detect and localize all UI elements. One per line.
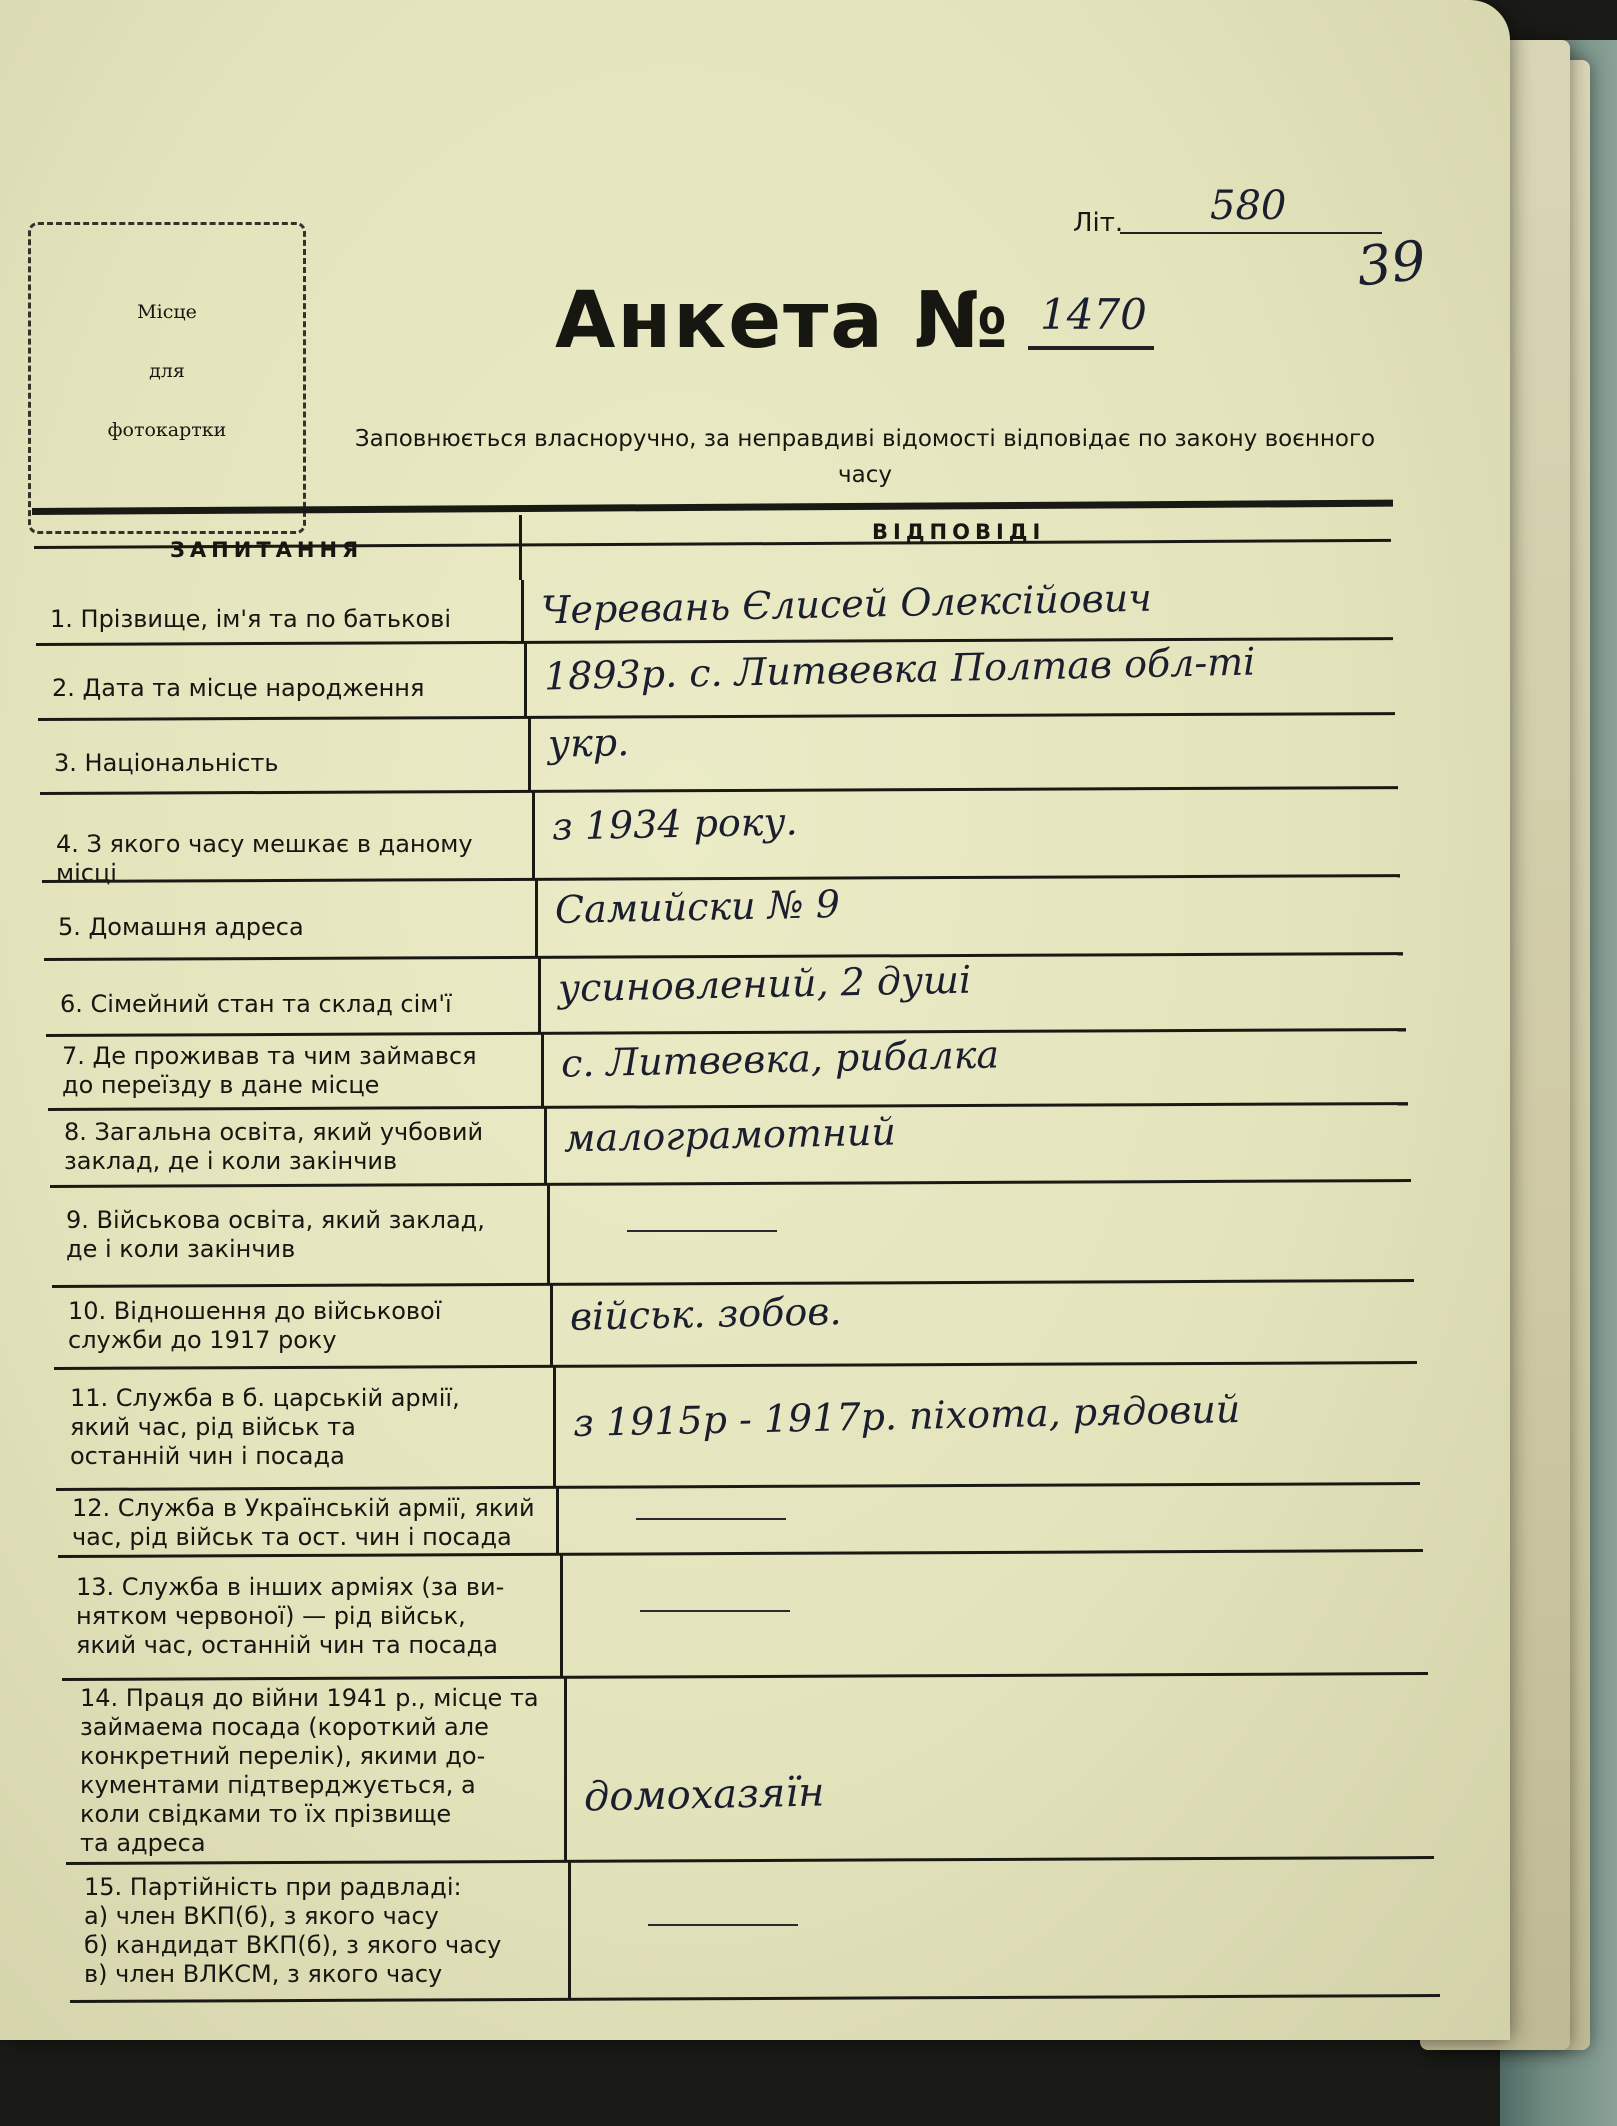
- answer-8: малограмотний: [563, 1109, 897, 1160]
- question-6: 6. Сімейний стан та склад сім'ї: [60, 989, 452, 1018]
- column-header-questions: ЗАПИТАННЯ: [170, 538, 364, 562]
- column-header-answers: ВІДПОВІДІ: [872, 520, 1046, 544]
- answer-6: усиновлений, 2 душі: [557, 957, 972, 1011]
- form-number: 1470: [1040, 290, 1147, 339]
- row-separator-11: [56, 1482, 1420, 1491]
- question-1: 1. Прізвище, ім'я та по батькові: [50, 605, 451, 633]
- question-4: 4. З якого часу мешкає в даному місці: [56, 829, 473, 887]
- row-separator-9: [52, 1279, 1414, 1288]
- answer-2: 1893р. с. Литвевка Полтав обл-ті: [543, 639, 1256, 698]
- answer-13-dash: [640, 1610, 790, 1612]
- column-divider-9: [547, 1185, 550, 1285]
- column-divider-2: [524, 643, 527, 718]
- column-divider-15: [568, 1862, 571, 2000]
- question-15: 15. Партійність при радвладі: а) член ВКП(б), з якого часу б) кандидат ВКП(б), з якого часу в) член ВЛКСМ, з якого часу: [84, 1873, 502, 1988]
- row-separator-2: [38, 712, 1395, 721]
- row-separator-6: [46, 1028, 1406, 1037]
- row-separator-7: [48, 1102, 1408, 1111]
- question-3: 3. Національність: [54, 748, 279, 777]
- column-divider-7: [541, 1034, 544, 1108]
- form-number-underline: [1028, 346, 1154, 350]
- header-column-divider: [519, 515, 522, 580]
- row-separator-13: [62, 1672, 1428, 1681]
- photo-label-line-3: фотокартки: [107, 419, 227, 441]
- answer-3: укр.: [547, 720, 630, 766]
- photo-label-line-2: для: [149, 360, 185, 382]
- answer-9-dash: [627, 1230, 777, 1232]
- column-divider-8: [544, 1108, 547, 1185]
- question-10: 10. Відношення до військової служби до 1917 року: [68, 1297, 442, 1354]
- column-divider-14: [564, 1678, 567, 1862]
- answer-4: з 1934 року.: [551, 799, 799, 849]
- row-separator-5: [44, 952, 1403, 961]
- column-divider-1: [521, 580, 524, 643]
- answer-1: Черевань Єлисей Олексійович: [540, 575, 1153, 633]
- question-13: 13. Служба в інших арміях (за ви- нятком червоної) — рід військ, який час, останній чин та посада: [76, 1573, 505, 1659]
- row-separator-15: [70, 1994, 1440, 2003]
- column-divider-11: [553, 1367, 556, 1488]
- question-2: 2. Дата та місце народження: [52, 674, 425, 702]
- row-separator-10: [54, 1361, 1417, 1370]
- page-number: 39: [1353, 228, 1429, 299]
- column-divider-13: [560, 1555, 563, 1678]
- column-divider-10: [550, 1285, 553, 1367]
- question-11: 11. Служба в б. царській армії, який час, рід військ та останній чин і посада: [70, 1384, 460, 1470]
- answer-11: з 1915р - 1917р. пiхота, рядовий: [572, 1386, 1241, 1445]
- question-8: 8. Загальна освіта, який учбовий заклад, де і коли закінчив: [64, 1117, 484, 1175]
- column-divider-4: [532, 792, 535, 880]
- lit-underline: [1120, 232, 1382, 234]
- photo-placeholder: [28, 222, 306, 534]
- lit-value: 580: [1210, 183, 1287, 229]
- column-divider-3: [528, 718, 531, 792]
- answer-10: військ. зобов.: [569, 1289, 842, 1339]
- answer-5: Самийски № 9: [554, 882, 841, 932]
- column-divider-5: [535, 880, 538, 958]
- lit-label: Літ.: [1073, 208, 1124, 238]
- question-9: 9. Військова освіта, який заклад, де і коли закінчив: [66, 1206, 485, 1263]
- photo-label-line-1: Місце: [137, 301, 197, 323]
- answer-15-dash: [648, 1924, 798, 1926]
- question-7: 7. Де проживав та чим займався до переїзду в дане місце: [62, 1042, 477, 1099]
- form-subtitle: Заповнюється власноручно, за неправдиві відомості відповідає по закону воєнного часу: [354, 426, 1376, 488]
- answer-7: с. Литвевка, рибалка: [560, 1032, 1000, 1086]
- question-5: 5. Домашня адреса: [58, 912, 304, 941]
- column-divider-12: [556, 1488, 559, 1555]
- column-divider-6: [538, 958, 541, 1034]
- question-14: 14. Праця до війни 1941 р., місце та займаема посада (короткий але конкретний перелік), якими до- кументами підтверджується, а коли свідками то їх прізвище та адреса: [80, 1684, 539, 1857]
- answer-14: домохазяїн: [583, 1769, 825, 1821]
- form-title: Анкета №: [555, 276, 1010, 366]
- question-12: 12. Служба в Українській армії, який час, рід військ та ост. чин і посада: [72, 1494, 535, 1551]
- row-separator-3: [40, 786, 1398, 795]
- row-separator-8: [50, 1179, 1411, 1188]
- answer-12-dash: [636, 1518, 786, 1520]
